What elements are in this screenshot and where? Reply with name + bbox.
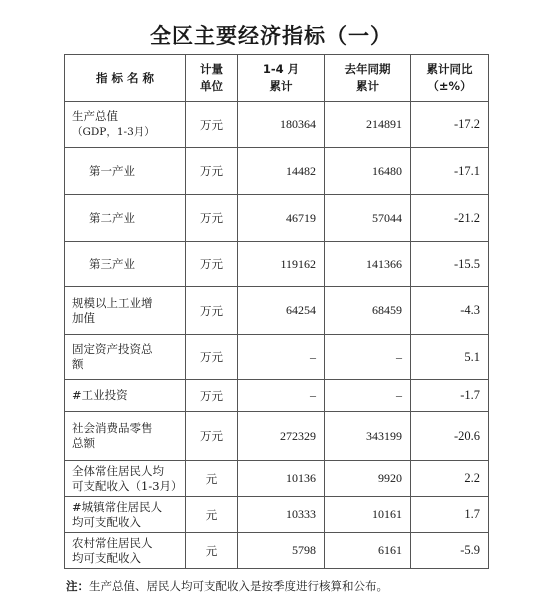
- row-unit: 万元: [186, 102, 238, 148]
- header-current: 1-4 月 累计: [238, 55, 325, 102]
- header-unit: 计量 单位: [186, 55, 238, 102]
- row-yoy: -15.5: [411, 242, 489, 287]
- row-unit: 元: [186, 533, 238, 569]
- row-previous: –: [325, 380, 411, 412]
- row-name: 全体常住居民人均 可支配收入（1-3月）: [65, 461, 186, 497]
- row-yoy: -4.3: [411, 287, 489, 335]
- row-unit: 万元: [186, 335, 238, 380]
- footnote: [66, 578, 388, 594]
- row-current: 14482: [238, 148, 325, 195]
- row-unit: 万元: [186, 380, 238, 412]
- row-unit: 万元: [186, 148, 238, 195]
- footnote-text: 生产总值、居民人均可支配收入是按季度进行核算和公布。: [89, 579, 388, 593]
- row-name: 第二产业: [65, 195, 186, 242]
- row-current: 119162: [238, 242, 325, 287]
- table-row: [65, 335, 489, 380]
- row-unit: 元: [186, 497, 238, 533]
- row-previous: 16480: [325, 148, 411, 195]
- table-row: [65, 533, 489, 569]
- row-unit: 万元: [186, 242, 238, 287]
- row-unit: 万元: [186, 412, 238, 461]
- page-title: 全区主要经济指标（一）: [150, 24, 392, 48]
- table-header-row: [65, 55, 489, 102]
- row-previous: 214891: [325, 102, 411, 148]
- row-previous: 6161: [325, 533, 411, 569]
- row-yoy: -17.1: [411, 148, 489, 195]
- row-current: 5798: [238, 533, 325, 569]
- row-yoy: 5.1: [411, 335, 489, 380]
- table-row: [65, 380, 489, 412]
- row-yoy: -17.2: [411, 102, 489, 148]
- row-previous: 57044: [325, 195, 411, 242]
- row-current: 46719: [238, 195, 325, 242]
- row-unit: 万元: [186, 195, 238, 242]
- table-row: [65, 412, 489, 461]
- row-yoy: 1.7: [411, 497, 489, 533]
- row-yoy: -1.7: [411, 380, 489, 412]
- row-previous: 141366: [325, 242, 411, 287]
- table-row: [65, 195, 489, 242]
- row-name: 社会消费品零售 总额: [65, 412, 186, 461]
- row-current: 180364: [238, 102, 325, 148]
- table-row: [65, 287, 489, 335]
- row-name: 生产总值 （GDP，1-3月）: [65, 102, 186, 148]
- row-current: –: [238, 335, 325, 380]
- row-unit: 万元: [186, 287, 238, 335]
- row-current: –: [238, 380, 325, 412]
- row-yoy: -20.6: [411, 412, 489, 461]
- table-row: [65, 497, 489, 533]
- table-row: [65, 461, 489, 497]
- row-previous: 68459: [325, 287, 411, 335]
- row-name: 第一产业: [65, 148, 186, 195]
- table-row: [65, 242, 489, 287]
- row-yoy: -5.9: [411, 533, 489, 569]
- row-previous: 343199: [325, 412, 411, 461]
- row-previous: 9920: [325, 461, 411, 497]
- indicators-table: [64, 54, 489, 569]
- row-yoy: -21.2: [411, 195, 489, 242]
- row-current: 64254: [238, 287, 325, 335]
- table-row: [65, 102, 489, 148]
- header-name: 指 标 名 称: [65, 55, 186, 102]
- header-previous: 去年同期 累计: [325, 55, 411, 102]
- row-current: 10333: [238, 497, 325, 533]
- row-previous: 10161: [325, 497, 411, 533]
- table-row: [65, 148, 489, 195]
- row-name: 规模以上工业增 加值: [65, 287, 186, 335]
- row-current: 10136: [238, 461, 325, 497]
- row-current: 272329: [238, 412, 325, 461]
- row-yoy: 2.2: [411, 461, 489, 497]
- header-yoy: 累计同比 （±%）: [411, 55, 489, 102]
- row-name: 第三产业: [65, 242, 186, 287]
- footnote-label: 注：: [66, 579, 89, 593]
- row-unit: 元: [186, 461, 238, 497]
- row-name: #工业投资: [65, 380, 186, 412]
- row-name: 农村常住居民人 均可支配收入: [65, 533, 186, 569]
- row-name: 固定资产投资总 额: [65, 335, 186, 380]
- row-previous: –: [325, 335, 411, 380]
- row-name: #城镇常住居民人 均可支配收入: [65, 497, 186, 533]
